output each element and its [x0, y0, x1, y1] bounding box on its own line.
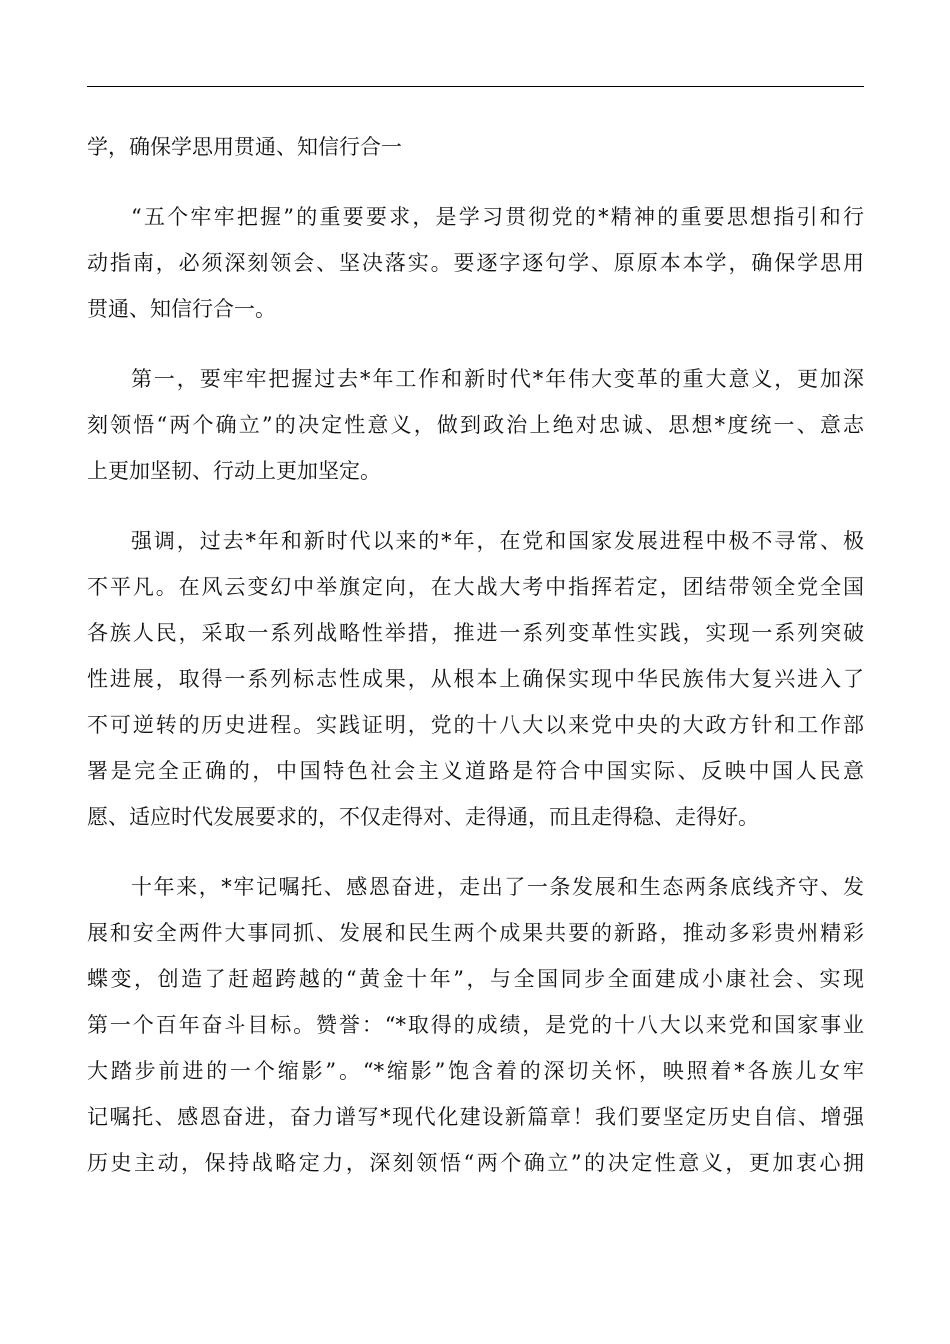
text-line: 不平凡。在风云变幻中举旗定向，在大战大考中指挥若定，团结带领全党全国 — [87, 575, 864, 599]
text-line: 大踏步前进的一个缩影”。“*缩影”饱含着的深切关怀，映照着*各族儿女牢 — [87, 1059, 864, 1083]
body-text — [87, 124, 864, 1186]
paragraph — [87, 124, 864, 170]
text-line: 贯通、知信行合一。 — [87, 297, 276, 321]
text-line: 记嘱托、感恩奋进，奋力谱写*现代化建设新篇章！我们要坚定历史自信、增强 — [87, 1105, 864, 1129]
paragraph — [87, 194, 864, 332]
text-line: 动指南，必须深刻领会、坚决落实。要逐字逐句学、原原本本学，确保学思用 — [87, 251, 864, 275]
text-line: 各族人民，采取一系列战略性举措，推进一系列变革性实践，实现一系列突破 — [87, 621, 864, 645]
paragraph — [87, 518, 864, 840]
text-line: 不可逆转的历史进程。实践证明，党的十八大以来党中央的大政方针和工作部 — [87, 713, 864, 737]
paragraph — [87, 864, 864, 1186]
text-line: 十年来，*牢记嘱托、感恩奋进，走出了一条发展和生态两条底线齐守、发 — [131, 875, 864, 899]
text-line: 愿、适应时代发展要求的，不仅走得对、走得通，而且走得稳、走得好。 — [87, 805, 759, 829]
text-line: 署是完全正确的，中国特色社会主义道路是符合中国实际、反映中国人民意 — [87, 759, 864, 783]
text-line: 上更加坚韧、行动上更加坚定。 — [87, 459, 381, 483]
text-line: 刻领悟“两个确立”的决定性意义，做到政治上绝对忠诚、思想*度统一、意志 — [87, 413, 864, 437]
text-line: 蝶变，创造了赶超跨越的“黄金十年”，与全国同步全面建成小康社会、实现 — [87, 967, 864, 991]
text-line: 历史主动，保持战略定力，深刻领悟“两个确立”的决定性意义，更加衷心拥 — [87, 1151, 864, 1175]
text-line: 第一个百年奋斗目标。赞誉：“*取得的成绩，是党的十八大以来党和国家事业 — [87, 1013, 864, 1037]
header-rule — [87, 86, 864, 87]
text-line: 强调，过去*年和新时代以来的*年，在党和国家发展进程中极不寻常、极 — [131, 529, 864, 553]
text-line: 展和安全两件大事同抓、发展和民生两个成果共要的新路，推动多彩贵州精彩 — [87, 921, 864, 945]
text-line: 第一，要牢牢把握过去*年工作和新时代*年伟大变革的重大意义，更加深 — [131, 367, 864, 391]
paragraph — [87, 356, 864, 494]
text-line: 性进展，取得一系列标志性成果，从根本上确保实现中华民族伟大复兴进入了 — [87, 667, 864, 691]
text-line: 学，确保学思用贯通、知信行合一 — [87, 135, 402, 159]
text-line: “五个牢牢把握”的重要要求，是学习贯彻党的*精神的重要思想指引和行 — [131, 205, 864, 229]
